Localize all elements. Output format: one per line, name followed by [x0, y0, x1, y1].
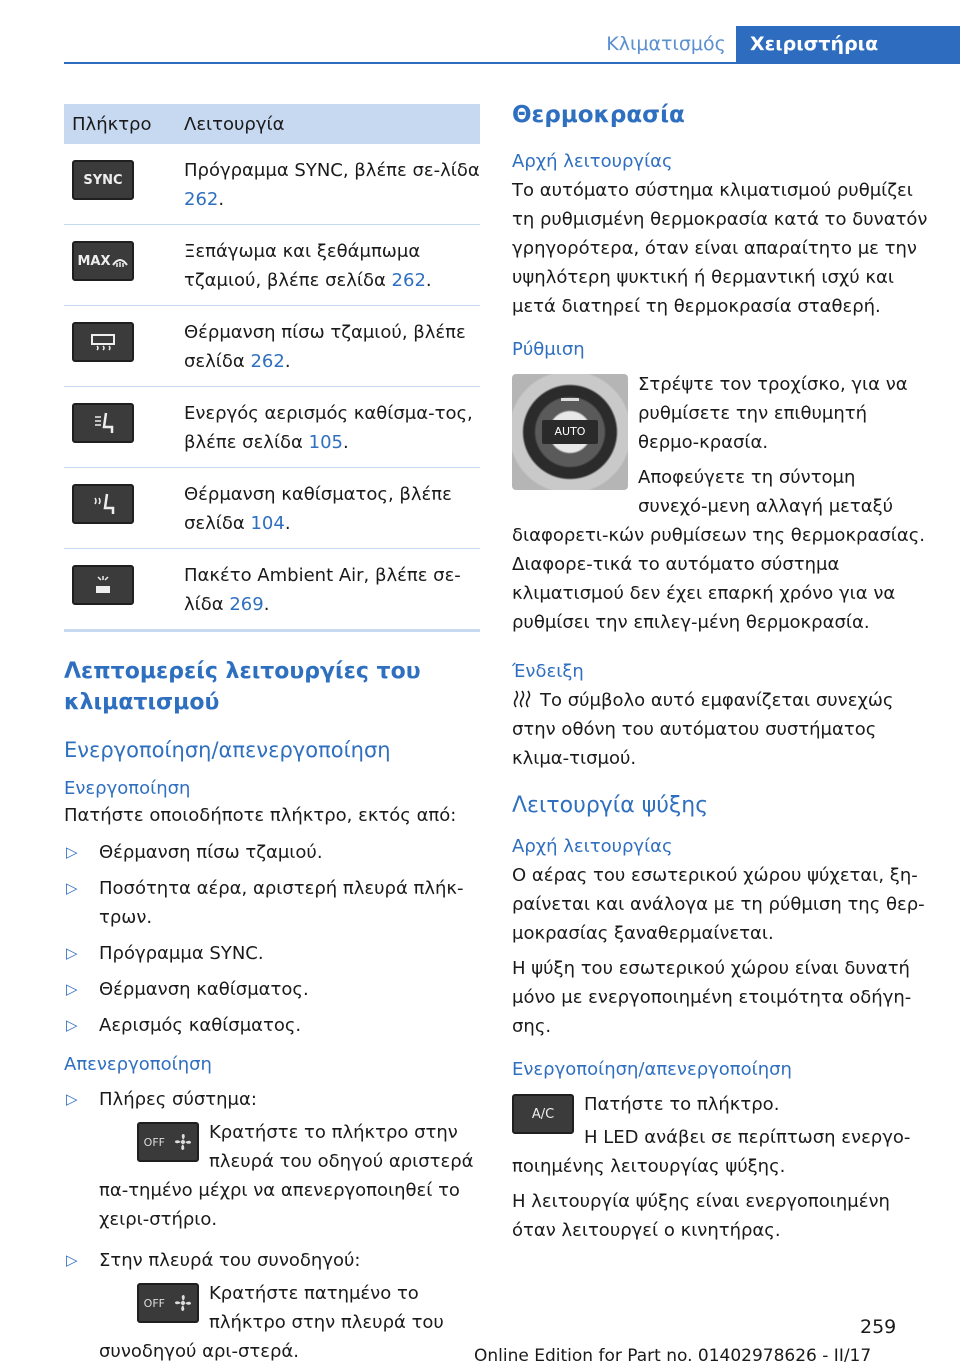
fan-off-key-icon: OFF — [137, 1283, 199, 1323]
principle-title: Αρχή λειτουργίας — [512, 151, 673, 172]
seat-heating-icon — [72, 484, 134, 524]
row-text: Ενεργός αερισμός καθίσμα-τος, βλέπε σελίδα 105. — [184, 387, 480, 468]
table-header-row — [64, 104, 480, 144]
ac-p1: Πατήστε το πλήκτρο. — [584, 1094, 780, 1115]
header-rule — [64, 62, 960, 64]
item-text: Κρατήστε το πλήκτρο στην πλευρά του οδηγού αριστερά πα-τημένο μέχρι να απενεργοποιηθεί το χειρι-στήριο. — [99, 1122, 474, 1230]
row-text: Θέρμανση πίσω τζαμιού, βλέπε σελίδα 262. — [184, 306, 480, 387]
item-label: Στην πλευρά του συνοδηγού: — [99, 1250, 361, 1271]
ac-key-icon: A/C — [512, 1094, 574, 1134]
page-link[interactable]: 262 — [391, 270, 426, 291]
ac-p3: Η λειτουργία ψύξης είναι ενεργοποιημένη όταν λειτουργεί ο κινητήρας. — [512, 1191, 890, 1241]
section-heading: Λεπτομερείς λειτουργίες του κλιματισμού — [64, 659, 421, 715]
subheading-deactivate: Απενεργοποίηση — [64, 1054, 212, 1075]
seat-ventilation-icon — [72, 403, 134, 443]
exceptions-list — [64, 838, 480, 1040]
left-column — [64, 104, 480, 1362]
page-header — [0, 26, 960, 62]
triangle-bullet-icon: ▷ — [66, 1251, 78, 1269]
deactivate-list — [64, 1085, 480, 1362]
display-text: Το σύμβολο αυτό εμφανίζεται συνεχώς στην οθόνη του αυτόματου συστήματος κλιμα-τισμού. — [512, 690, 894, 769]
item-label: Πλήρες σύστημα: — [99, 1089, 257, 1110]
list-item: ▷ Πρόγραμμα SYNC. — [64, 939, 480, 968]
principle-text: Το αυτόματο σύστημα κλιματισμού ρυθμίζει τη ρυθμισμένη θερμοκρασία κατά το δυνατόν γρηγορότερα, όταν είναι απαραίτητο με την υψηλότερη ψυκτική ή θερμαντική ισχύ και μετά διατηρεί τη θερμοκρασία σταθερή. — [512, 180, 928, 317]
fan-off-key-icon: OFF — [137, 1122, 199, 1162]
activate-intro: Πατήστε οποιοδήποτε πλήκτρο, εκτός από: — [64, 805, 457, 826]
row-text: Ξεπάγωμα και ξεθάμπωμα τζαμιού, βλέπε σελίδα 262. — [184, 225, 480, 306]
onoff-title: Ενεργοποίηση/απενεργοποίηση — [512, 1059, 792, 1080]
cooling-principle-title: Αρχή λειτουργίας — [512, 836, 673, 857]
row-text: Θέρμανση καθίσματος, βλέπε σελίδα 104. — [184, 468, 480, 549]
edition-note: Online Edition for Part no. 01402978626 - II/17 — [474, 1346, 872, 1362]
rear-window-heat-icon — [72, 322, 134, 362]
item-text: Κρατήστε πατημένο το πλήκτρο στην πλευρά του συνοδηγού αρι-στερά. — [99, 1283, 444, 1362]
triangle-bullet-icon: ▷ — [66, 843, 78, 861]
cooling-heading: Λειτουργία ψύξης — [512, 793, 709, 818]
triangle-bullet-icon: ▷ — [66, 879, 78, 897]
ambient-air-icon — [72, 565, 134, 605]
max-defrost-icon: MAX — [72, 241, 134, 281]
page-number: 259 — [860, 1316, 897, 1338]
table-row — [64, 468, 480, 549]
setting-block — [512, 370, 928, 637]
ac-p2: Η LED ανάβει σε περίπτωση ενεργο-ποιημένης λειτουργίας ψύξης. — [512, 1127, 911, 1177]
col-function-header: Λειτουργία — [184, 104, 480, 144]
sync-icon-text: SYNC — [83, 172, 123, 188]
setting-p1: Στρέψτε τον τροχίσκο, για να ρυθμίσετε την επιθυμητή θερμο-κρασία. — [638, 374, 908, 453]
list-item: ▷ Αερισμός καθίσματος. — [64, 1011, 480, 1040]
page-link[interactable]: 269 — [229, 594, 264, 615]
row-text: Πακέτο Ambient Air, βλέπε σε-λίδα 269. — [184, 549, 480, 631]
list-item: ▷ Ποσότητα αέρα, αριστερή πλευρά πλήκ-τρων. — [64, 874, 480, 932]
row-text: Πρόγραμμα SYNC, βλέπε σε-λίδα 262. — [184, 144, 480, 225]
page-link[interactable]: 262 — [184, 189, 219, 210]
table-row — [64, 387, 480, 468]
page-link[interactable]: 105 — [308, 432, 343, 453]
table-row — [64, 549, 480, 631]
setting-title: Ρύθμιση — [512, 339, 585, 360]
triangle-bullet-icon: ▷ — [66, 1016, 78, 1034]
list-item — [64, 1246, 480, 1362]
cooling-p2: Η ψύξη του εσωτερικού χώρου είναι δυνατή μόνο με ενεργοποιημένη ετοιμότητα οδήγη-σης. — [512, 958, 912, 1037]
cooling-p1: Ο αέρας του εσωτερικού χώρου ψύχεται, ξη-ραίνεται και ανάλογα με τη ρύθμιση της θερ-μοκρασίας ξαναθερμαίνεται. — [512, 865, 925, 944]
table-row — [64, 306, 480, 387]
auto-button-label: AUTO — [542, 420, 598, 444]
page-link[interactable]: 104 — [250, 513, 285, 534]
list-item — [64, 1085, 480, 1234]
ac-block — [512, 1090, 928, 1245]
temperature-dial-image — [512, 374, 628, 490]
sync-icon — [72, 160, 134, 200]
table-row — [64, 225, 480, 306]
section-title: Κλιματισμός — [606, 33, 726, 55]
minus-mark — [561, 398, 579, 401]
subheading-activate: Ενεργοποίηση — [64, 778, 191, 799]
table-row — [64, 144, 480, 225]
keys-table — [64, 104, 480, 632]
list-item: ▷ Θέρμανση πίσω τζαμιού. — [64, 838, 480, 867]
triangle-bullet-icon: ▷ — [66, 980, 78, 998]
temperature-heading: Θερμοκρασία — [512, 102, 685, 128]
heat-symbol-icon — [512, 689, 532, 709]
right-column — [512, 100, 928, 1245]
list-item: ▷ Θέρμανση καθίσματος. — [64, 975, 480, 1004]
display-title: Ένδειξη — [512, 661, 584, 682]
triangle-bullet-icon: ▷ — [66, 1090, 78, 1108]
triangle-bullet-icon: ▷ — [66, 944, 78, 962]
setting-p2: Αποφεύγετε τη σύντομη συνεχό-μενη αλλαγή μεταξύ διαφορετι-κών ρυθμίσεων της θερμοκρασίας. Διαφορε-τικά το αυτόματο σύστημα κλιματισμού δεν έχει επαρκή χρόνο για να ρυθμίσει την επιλεγ-μένη θερμοκρασία. — [512, 467, 925, 633]
page-link[interactable]: 262 — [250, 351, 285, 372]
chapter-tab: Χειριστήρια — [736, 26, 960, 62]
subheading-onoff: Ενεργοποίηση/απενεργοποίηση — [64, 738, 391, 762]
col-key-header: Πλήκτρο — [64, 104, 184, 144]
